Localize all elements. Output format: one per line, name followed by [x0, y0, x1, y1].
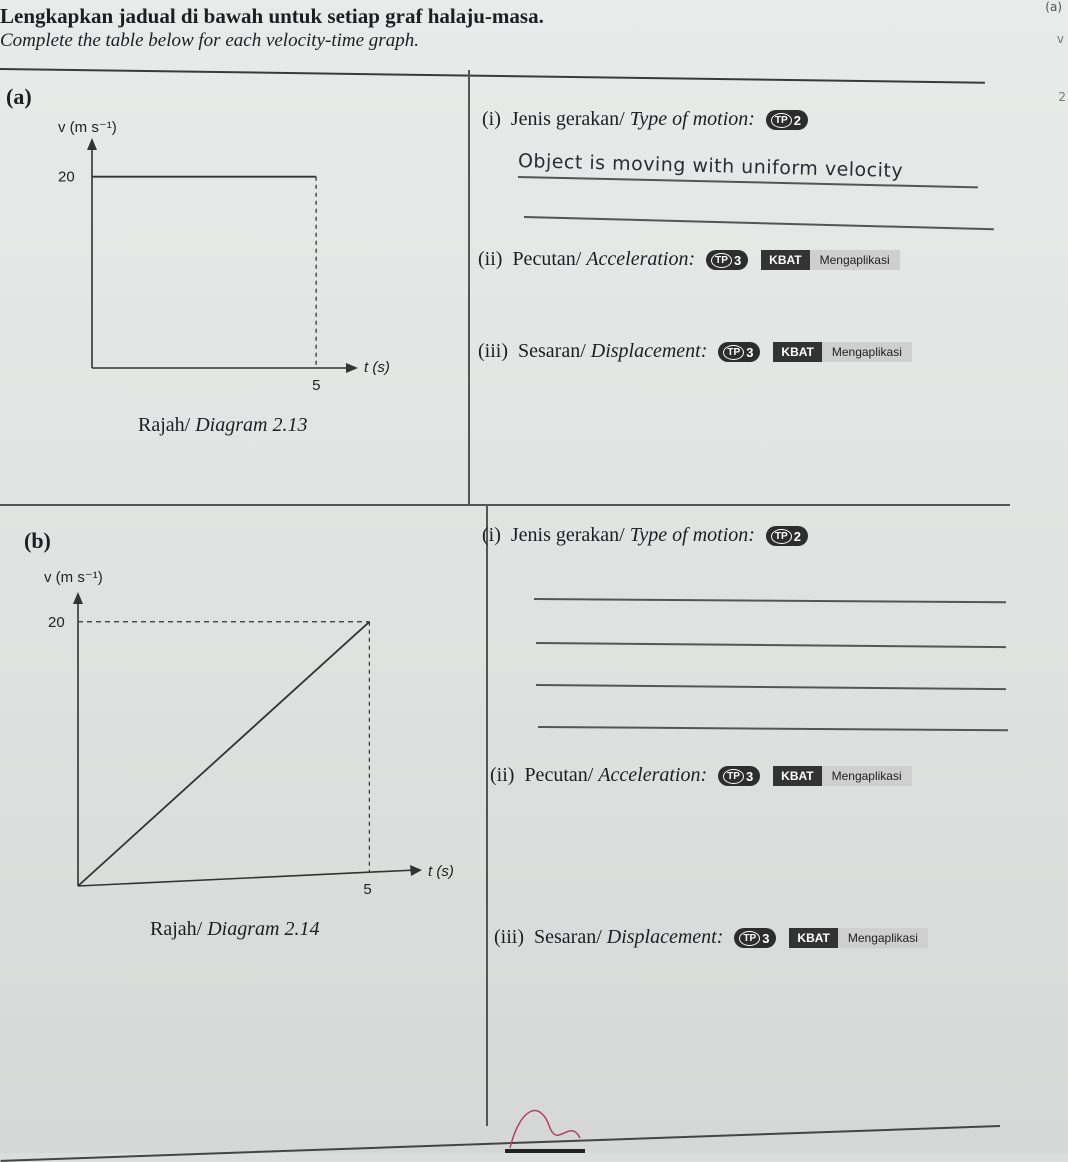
a-q1-en: Type of motion:	[629, 108, 755, 130]
b-q2-tp-level: 3	[745, 768, 754, 784]
table-top-border	[0, 68, 985, 84]
kbat-label: KBAT	[773, 766, 821, 786]
b-q2-kbat-badge	[773, 766, 911, 786]
b-q1-ms: Jenis gerakan/	[510, 524, 625, 546]
a-q2-tp-badge	[706, 250, 748, 270]
a-q3-en: Displacement:	[590, 340, 708, 362]
graph-b-y-label: v (m s⁻¹)	[44, 569, 103, 586]
a-q1-num: (i)	[482, 108, 501, 130]
caption-a	[138, 414, 307, 437]
kbat-label: KBAT	[773, 342, 821, 362]
graph-b-y-arrow	[73, 592, 83, 604]
doodle-sketch	[500, 1098, 590, 1153]
kbat-skill: Mengaplikasi	[822, 766, 912, 786]
a-question-ii	[478, 248, 900, 271]
b-question-i	[482, 524, 808, 547]
column-divider-a	[468, 70, 470, 504]
a-q2-num: (ii)	[478, 248, 503, 270]
a-q3-tp-level: 3	[746, 344, 754, 360]
b-q3-tp-badge	[734, 928, 776, 948]
b-q1-answer-line-1[interactable]	[534, 598, 1006, 603]
a-q1-tp-badge	[766, 110, 808, 130]
tp-icon: TP	[771, 529, 792, 544]
b-q1-tp-level: 2	[793, 528, 801, 544]
b-q3-en: Displacement:	[606, 926, 724, 948]
caption-b	[150, 918, 319, 941]
b-q2-tp-badge	[718, 766, 760, 786]
caption-a-ms: Rajah/	[138, 414, 191, 436]
corner-label: (a)	[1045, 0, 1062, 14]
graph-a	[40, 110, 420, 400]
a-q1-answer-line-2	[524, 216, 994, 230]
graph-a-x-arrow	[346, 363, 358, 373]
b-q3-num: (iii)	[494, 926, 524, 948]
graph-a-x-tick: 5	[312, 377, 321, 394]
tp-icon: TP	[723, 769, 744, 784]
graph-b-x-label: t (s)	[428, 863, 454, 880]
b-question-ii	[490, 764, 912, 787]
a-q1-tp-level: 2	[793, 112, 801, 128]
tp-icon: TP	[771, 113, 792, 128]
margin-mark-1: v	[1056, 32, 1064, 46]
graph-a-y-tick: 20	[58, 168, 75, 186]
a-q3-ms: Sesaran/	[518, 340, 586, 362]
row-divider	[0, 504, 1010, 506]
tp-icon: TP	[723, 345, 744, 360]
caption-b-en: Diagram 2.14	[207, 918, 320, 940]
b-q1-num: (i)	[482, 524, 501, 546]
a-q2-en: Acceleration:	[586, 248, 696, 270]
a-q2-ms: Pecutan/	[512, 248, 582, 270]
a-q1-ms: Jenis gerakan/	[510, 108, 625, 130]
graph-a-y-arrow	[87, 138, 97, 150]
part-b-label: (b)	[24, 528, 51, 553]
a-q1-answer-handwritten[interactable]: Object is moving with uniform velocity	[517, 150, 904, 183]
graph-a-y-label: v (m s⁻¹)	[58, 119, 117, 136]
a-question-i	[482, 108, 808, 131]
a-q3-tp-badge	[718, 342, 760, 362]
part-a-label: (a)	[6, 84, 32, 109]
graph-b-y-tick: 20	[48, 613, 65, 631]
b-q2-ms: Pecutan/	[524, 764, 594, 786]
caption-b-ms: Rajah/	[150, 918, 203, 940]
graph-b-x-tick: 5	[363, 881, 372, 898]
tp-icon: TP	[739, 931, 760, 946]
kbat-label: KBAT	[761, 250, 809, 270]
instruction-malay: Lengkapkan jadual di bawah untuk setiap graf halaju-masa.	[0, 4, 544, 28]
tp-icon: TP	[711, 253, 732, 268]
a-question-iii	[478, 340, 912, 363]
b-q2-en: Acceleration:	[598, 764, 708, 786]
instruction-english: Complete the table below for each velocity-time graph.	[0, 30, 419, 51]
b-q1-tp-badge	[766, 526, 808, 546]
graph-b	[30, 560, 470, 905]
b-q3-kbat-badge	[789, 928, 927, 948]
a-q3-kbat-badge	[773, 342, 911, 362]
b-q3-ms: Sesaran/	[534, 926, 602, 948]
b-q3-tp-level: 3	[762, 930, 770, 946]
b-q1-answer-line-2[interactable]	[536, 642, 1006, 648]
graph-b-velocity-line	[78, 622, 369, 886]
caption-a-en: Diagram 2.13	[195, 414, 308, 436]
a-q2-kbat-badge	[761, 250, 899, 270]
kbat-label: KBAT	[789, 928, 837, 948]
graph-b-x-arrow	[410, 865, 422, 876]
a-q3-num: (iii)	[478, 340, 508, 362]
kbat-skill: Mengaplikasi	[838, 928, 928, 948]
b-q2-num: (ii)	[490, 764, 515, 786]
kbat-skill: Mengaplikasi	[822, 342, 912, 362]
column-divider-b	[486, 506, 488, 1126]
b-q1-answer-line-4[interactable]	[538, 726, 1008, 731]
b-q1-en: Type of motion:	[629, 524, 755, 546]
a-q2-tp-level: 3	[733, 252, 742, 268]
kbat-skill: Mengaplikasi	[810, 250, 900, 270]
graph-a-x-label: t (s)	[364, 359, 390, 376]
b-q1-answer-line-3[interactable]	[536, 684, 1006, 690]
b-question-iii	[494, 926, 928, 949]
margin-mark-2: 2	[1058, 90, 1066, 104]
